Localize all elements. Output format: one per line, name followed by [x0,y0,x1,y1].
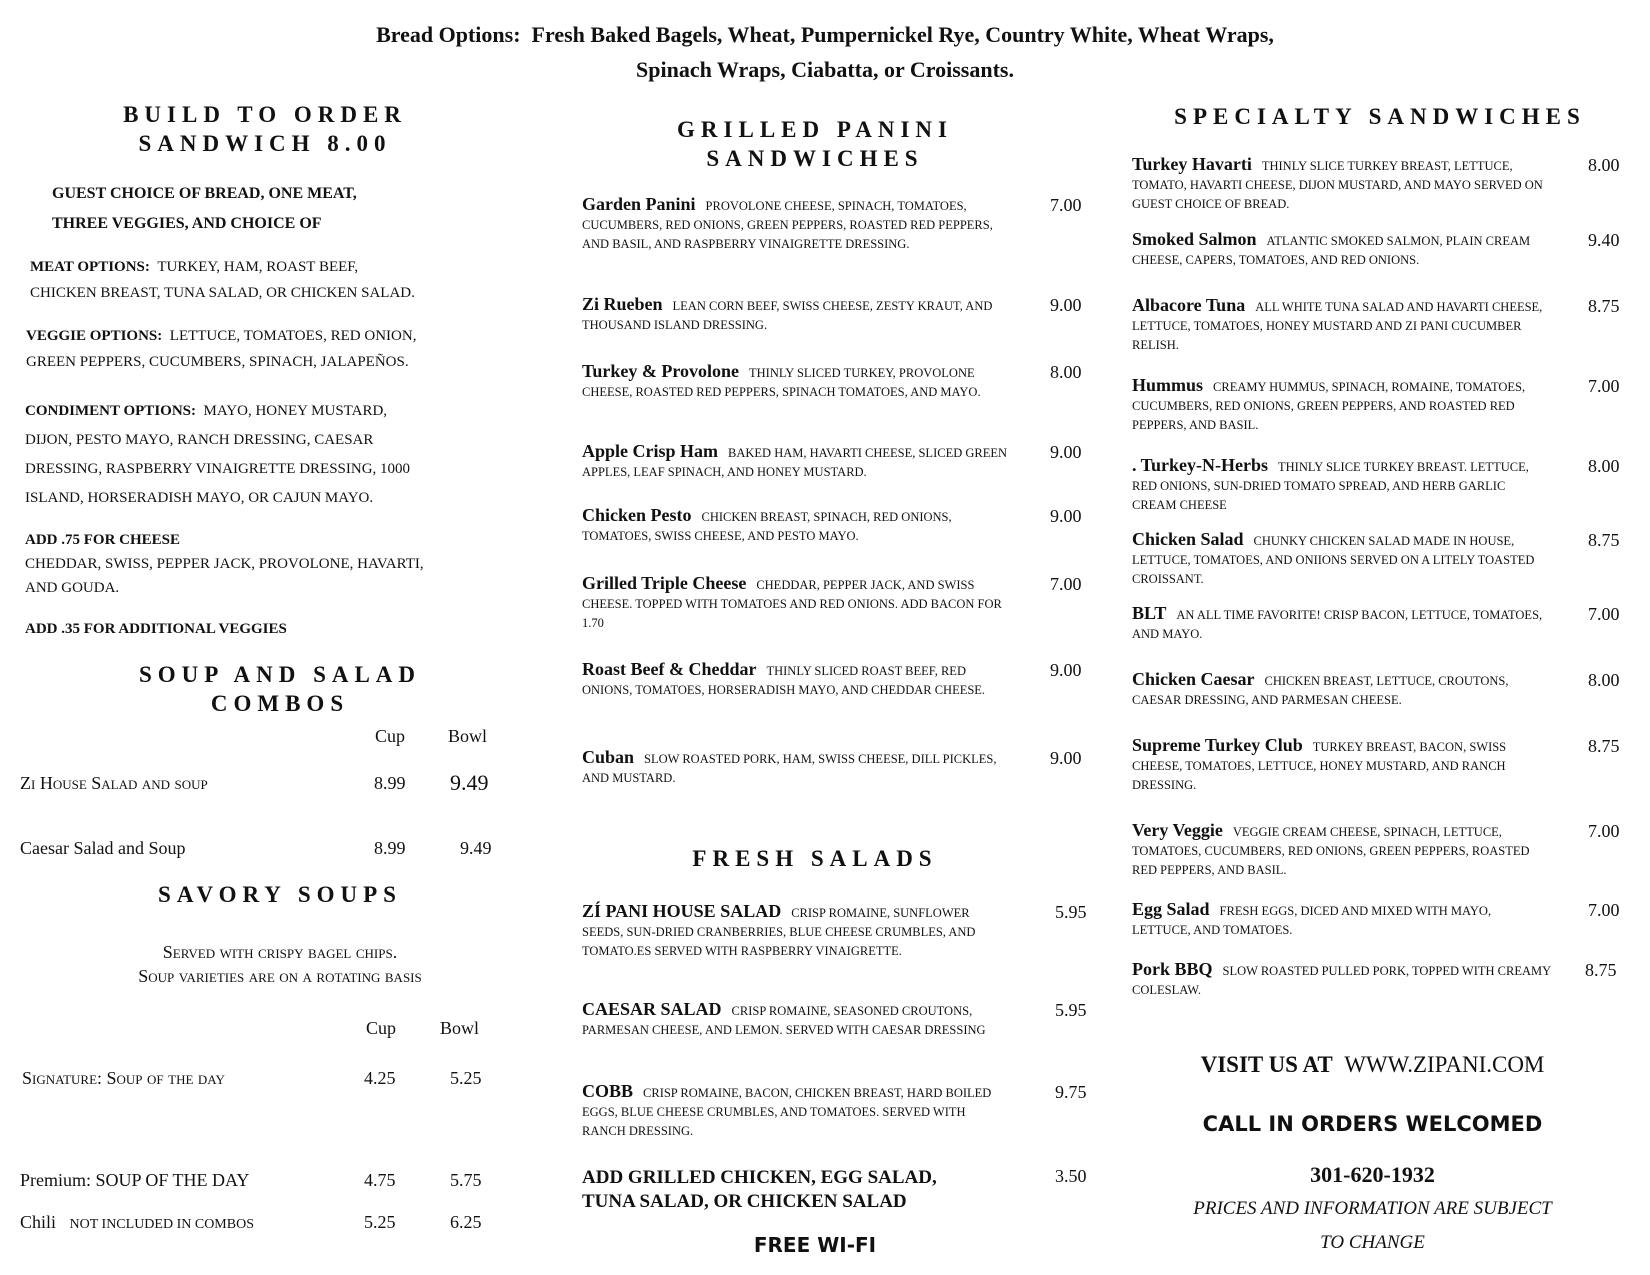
item-name: Chicken Salad [1132,529,1244,549]
specialty-item [1132,900,1552,940]
item-price: 8.75 [1588,736,1620,756]
item-desc: ATLANTIC SMOKED SALMON, PLAIN CREAM CHEESE, CAPERS, TOMATOES, AND RED ONIONS. [1132,234,1531,267]
condiment-options-label: CONDIMENT OPTIONS: [25,403,196,419]
bread-options-text: Fresh Baked Bagels, Wheat, Pumpernickel Rye, Country White, Wheat Wraps, [531,22,1274,47]
item-price: 8.00 [1588,670,1620,690]
item-name: Grilled Triple Cheese [582,573,747,593]
build-intro-1: GUEST CHOICE OF BREAD, ONE MEAT, [52,185,357,202]
soups-cup-header: Cup [366,1018,397,1038]
meat-options-label: MEAT OPTIONS: [30,259,150,275]
soup-row-name: Chili [20,1212,57,1232]
item-name: Very Veggie [1132,820,1223,840]
item-name: Turkey & Provolone [582,361,740,381]
item-name: Cuban [582,747,635,767]
item-desc: SLOW ROASTED PULLED PORK, TOPPED WITH CREAMY COLESLAW. [1132,964,1551,997]
item-desc: TURKEY BREAST, BACON, SWISS CHEESE, TOMATOES, LETTUCE, HONEY MUSTARD, AND RANCH DRESSING. [1132,740,1507,792]
specialty-item [1132,155,1552,214]
specialty-item [1132,736,1552,795]
item-price: 7.00 [1588,900,1620,920]
item-desc: AN ALL TIME FAVORITE! CRISP BACON, LETTUCE, TOMATOES, AND MAYO. [1132,608,1543,641]
item-desc: VEGGIE CREAM CHEESE, SPINACH, LETTUCE, TOMATOES, CUCUMBERS, RED ONIONS, GREEN PEPPERS, ROASTED RED PEPPERS, AND BASIL. [1132,825,1530,877]
item-desc: CREAMY HUMMUS, SPINACH, ROMAINE, TOMATOES, CUCUMBERS, RED ONIONS, GREEN PEPPERS, AND ROASTED RED PEPPERS, AND BASIL. [1132,380,1526,432]
combos-title [20,660,540,718]
item-name: Apple Crisp Ham [582,441,719,461]
item-desc: FRESH EGGS, DICED AND MIXED WITH MAYO, LETTUCE, AND TOMATOES. [1132,904,1492,937]
combo-row-cup: 8.99 [374,773,406,793]
website-link[interactable]: WWW.ZIPANI.COM [1344,1052,1545,1077]
panini-item [582,660,1012,700]
bread-options-label: Bread Options: [376,22,521,47]
item-name: Supreme Turkey Club [1132,735,1303,755]
specialty-item [1132,230,1552,270]
build-intro-2: THREE VEGGIES, AND CHOICE OF [52,215,322,232]
item-price: 9.75 [1055,1082,1087,1102]
item-price: 9.00 [1050,506,1082,526]
salad-addon-line-1: ADD GRILLED CHICKEN, EGG SALAD, [582,1167,937,1188]
item-price: 7.00 [1050,195,1082,215]
combo-row-name: Zi House Salad and soup [20,773,208,793]
item-price: 8.75 [1588,296,1620,316]
veggie-options-line-1 [26,323,416,350]
cheese-addon-label: ADD .75 FOR CHEESE [25,532,181,548]
bread-options-line-2: Spinach Wraps, Ciabatta, or Croissants. [636,57,1014,82]
combos-bowl-header: Bowl [448,726,488,746]
free-wifi: FREE WI-FI [753,1233,877,1257]
disclaimer-line-2: TO CHANGE [1320,1232,1425,1253]
item-desc: PROVOLONE CHEESE, SPINACH, TOMATOES, CUCUMBERS, RED ONIONS, GREEN PEPPERS, ROASTED RED PEPPERS, AND BASIL, AND RASPBERRY VINAIGRETTE DRESSING. [582,199,993,251]
combo-row-bowl: 9.49 [460,838,492,858]
item-price: 9.00 [1050,748,1082,768]
soup-row-bowl: 6.25 [450,1212,482,1232]
item-name: Albacore Tuna [1132,295,1246,315]
soup-row-cup: 4.25 [364,1068,396,1088]
soups-title: SAVORY SOUPS [158,882,402,907]
panini-item [582,574,1012,633]
meat-options-line-1 [30,254,358,281]
item-price: 9.00 [1050,660,1082,680]
soups-bowl-header: Bowl [440,1018,480,1038]
item-price: 8.00 [1588,155,1620,175]
specialty-item [1132,376,1552,435]
item-price: 8.75 [1585,960,1617,980]
item-price: 8.00 [1588,456,1620,476]
salad-addon-price: 3.50 [1055,1166,1087,1186]
item-name: Egg Salad [1132,899,1210,919]
condiment-options-text-1: MAYO, HONEY MUSTARD, [203,403,388,419]
item-desc: LEAN CORN BEEF, SWISS CHEESE, ZESTY KRAUT, AND THOUSAND ISLAND DRESSING. [582,299,993,332]
call-in-orders: CALL IN ORDERS WELCOMED [1202,1112,1543,1136]
visit-label: VISIT US AT [1200,1052,1333,1077]
item-desc: SLOW ROASTED PORK, HAM, SWISS CHEESE, DILL PICKLES, AND MUSTARD. [582,752,997,785]
veggie-options-line-2: GREEN PEPPERS, CUCUMBERS, SPINACH, JALAPEÑOS. [26,354,409,370]
condiment-options-line-4: ISLAND, HORSERADISH MAYO, OR CAJUN MAYO. [25,490,374,506]
combo-row-bowl: 9.49 [450,770,489,795]
salad-addon-line-2: TUNA SALAD, OR CHICKEN SALAD [582,1191,907,1212]
item-desc: CHICKEN BREAST, SPINACH, RED ONIONS, TOMATOES, SWISS CHEESE, AND PESTO MAYO. [582,510,952,543]
panini-item [582,362,1012,402]
item-desc: CHUNKY CHICKEN SALAD MADE IN HOUSE, LETTUCE, TOMATOES, AND ONIIONS SERVED ON A LITELY TOASTED CROISSANT. [1132,534,1535,586]
item-price: 7.00 [1050,574,1082,594]
item-name: Smoked Salmon [1132,229,1257,249]
item-price: 8.75 [1588,530,1620,550]
item-name: Garden Panini [582,194,696,214]
item-price: 8.00 [1050,362,1082,382]
soup-row-note: NOT INCLUDED IN COMBOS [69,1217,254,1232]
item-desc: BAKED HAM, HAVARTI CHEESE, SLICED GREEN APPLES, LEAF SPINACH, AND HONEY MUSTARD. [582,446,1008,479]
specialty-item [1132,456,1552,515]
item-desc: CHEDDAR, PEPPER JACK, AND SWISS CHEESE. TOPPED WITH TOMATOES AND RED ONIONS. ADD BACON FOR 1.70 [582,578,1002,630]
item-name: Zi Rueben [582,294,663,314]
salad-item [582,1082,1012,1141]
item-name: ZÍ PANI HOUSE SALAD [582,901,782,921]
item-name: COBB [582,1081,634,1101]
soup-row-cup: 4.75 [364,1170,396,1190]
item-desc: CHICKEN BREAST, LETTUCE, CROUTONS, CAESAR DRESSING, AND PARMESAN CHEESE. [1132,674,1509,707]
soups-note-2: Soup varieties are on a rotating basis [138,966,422,986]
panini-item [582,195,1012,254]
soup-row-name: Premium: SOUP OF THE DAY [20,1170,250,1190]
condiment-options-line-3: DRESSING, RASPBERRY VINAIGRETTE DRESSING, 1000 [25,461,411,477]
salad-item [582,902,1012,961]
combos-title-line-1: SOUP AND SALAD [138,662,422,687]
item-desc: THINLY SLICED ROAST BEEF, RED ONIONS, TOMATOES, HORSERADISH MAYO, AND CHEDDAR CHEESE. [582,664,986,697]
item-price: 7.00 [1588,821,1620,841]
item-price: 9.40 [1588,230,1620,250]
panini-item [582,442,1012,482]
item-name: Chicken Pesto [582,505,692,525]
panini-item [582,295,1012,335]
condiment-options-line-1 [25,398,387,425]
specialty-item [1132,530,1552,589]
item-desc: CRISP ROMAINE, SUNFLOWER SEEDS, SUN-DRIED CRANBERRIES, BLUE CHEESE CRUMBLES, AND TOMATO.ES SERVED WITH RASPBERRY VINAIGRETTE. [582,906,976,958]
item-name: Hummus [1132,375,1204,395]
build-title [20,100,510,158]
veggie-options-label: VEGGIE OPTIONS: [26,328,163,344]
bread-options-line-1 [0,22,1650,48]
specialty-title: SPECIALTY SANDWICHES [1174,104,1586,129]
soup-row-bowl: 5.75 [450,1170,482,1190]
build-title-line-1: BUILD TO ORDER [123,102,407,127]
cheese-addon-line-1: CHEDDAR, SWISS, PEPPER JACK, PROVOLONE, HAVARTI, [25,556,424,572]
item-name: Pork BBQ [1132,959,1213,979]
panini-title [560,115,1070,173]
disclaimer-line-1: PRICES AND INFORMATION ARE SUBJECT [1193,1198,1552,1219]
item-name: Roast Beef & Cheddar [582,659,757,679]
item-price: 7.00 [1588,376,1620,396]
item-price: 9.00 [1050,442,1082,462]
meat-options-line-2: CHICKEN BREAST, TUNA SALAD, OR CHICKEN SALAD. [30,285,415,301]
item-desc: THINLY SLICE TURKEY BREAST, LETTUCE, TOMATO, HAVARTI CHEESE, DIJON MUSTARD, AND MAYO SERVED ON GUEST CHOICE OF BREAD. [1132,159,1543,211]
item-name: Chicken Caesar [1132,669,1255,689]
specialty-item [1132,960,1552,1000]
panini-title-line-2: SANDWICHES [706,146,924,171]
panini-item [582,748,1012,788]
veggie-options-text-1: LETTUCE, TOMATOES, RED ONION, [169,328,417,344]
item-price: 9.00 [1050,295,1082,315]
item-name: BLT [1132,603,1167,623]
condiment-options-line-2: DIJON, PESTO MAYO, RANCH DRESSING, CAESAR [25,432,374,448]
combos-cup-header: Cup [375,726,406,746]
build-title-line-2: SANDWICH 8.00 [138,131,392,156]
item-price: 5.95 [1055,1000,1087,1020]
item-name: Turkey Havarti [1132,154,1252,174]
item-desc: ALL WHITE TUNA SALAD AND HAVARTI CHEESE, LETTUCE, TOMATOES, HONEY MUSTARD AND ZI PANI CUCUMBER RELISH. [1132,300,1543,352]
meat-options-text-1: TURKEY, HAM, ROAST BEEF, [157,259,359,275]
item-desc: THINLY SLICE TURKEY BREAST. LETTUCE, RED ONIONS, SUN-DRIED TOMATO SPREAD, AND HERB GARLIC CREAM CHEESE [1132,460,1529,512]
specialty-item [1132,296,1552,355]
veggie-addon-label: ADD .35 FOR ADDITIONAL VEGGIES [25,621,287,637]
soup-row-chili [20,1212,254,1233]
phone-number: 301-620-1932 [1310,1162,1435,1187]
item-price: 7.00 [1588,604,1620,624]
specialty-item [1132,604,1552,644]
panini-title-line-1: GRILLED PANINI [677,117,953,142]
combo-row-name: Caesar Salad and Soup [20,838,186,858]
salad-addon [582,1166,937,1214]
combo-row-cup: 8.99 [374,838,406,858]
soup-row-cup: 5.25 [364,1212,396,1232]
salads-title: FRESH SALADS [692,846,938,871]
item-desc: THINLY SLICED TURKEY, PROVOLONE CHEESE, ROASTED RED PEPPERS, SPINACH TOMATOES, AND MAYO. [582,366,981,399]
panini-item [582,506,1012,546]
specialty-item [1132,821,1552,880]
soup-row-bowl: 5.25 [450,1068,482,1088]
item-desc: CRISP ROMAINE, SEASONED CROUTONS, PARMESAN CHEESE, AND LEMON. SERVED WITH CAESAR DRESSING [582,1004,986,1037]
cheese-addon-line-2: AND GOUDA. [25,580,120,596]
item-name: . Turkey-N-Herbs [1132,455,1269,475]
item-price: 5.95 [1055,902,1087,922]
soups-note-1: Served with crispy bagel chips. [162,942,398,962]
item-desc: CRISP ROMAINE, BACON, CHICKEN BREAST, HARD BOILED EGGS, BLUE CHEESE CRUMBLES, AND TOMATOES. SERVED WITH RANCH DRESSING. [582,1086,992,1138]
combos-title-line-2: COMBOS [210,691,350,716]
soup-row-name: Signature: Soup of the day [22,1068,225,1088]
salad-item [582,1000,1012,1040]
item-name: CAESAR SALAD [582,999,722,1019]
visit-line [1100,1052,1645,1078]
specialty-item [1132,670,1552,710]
